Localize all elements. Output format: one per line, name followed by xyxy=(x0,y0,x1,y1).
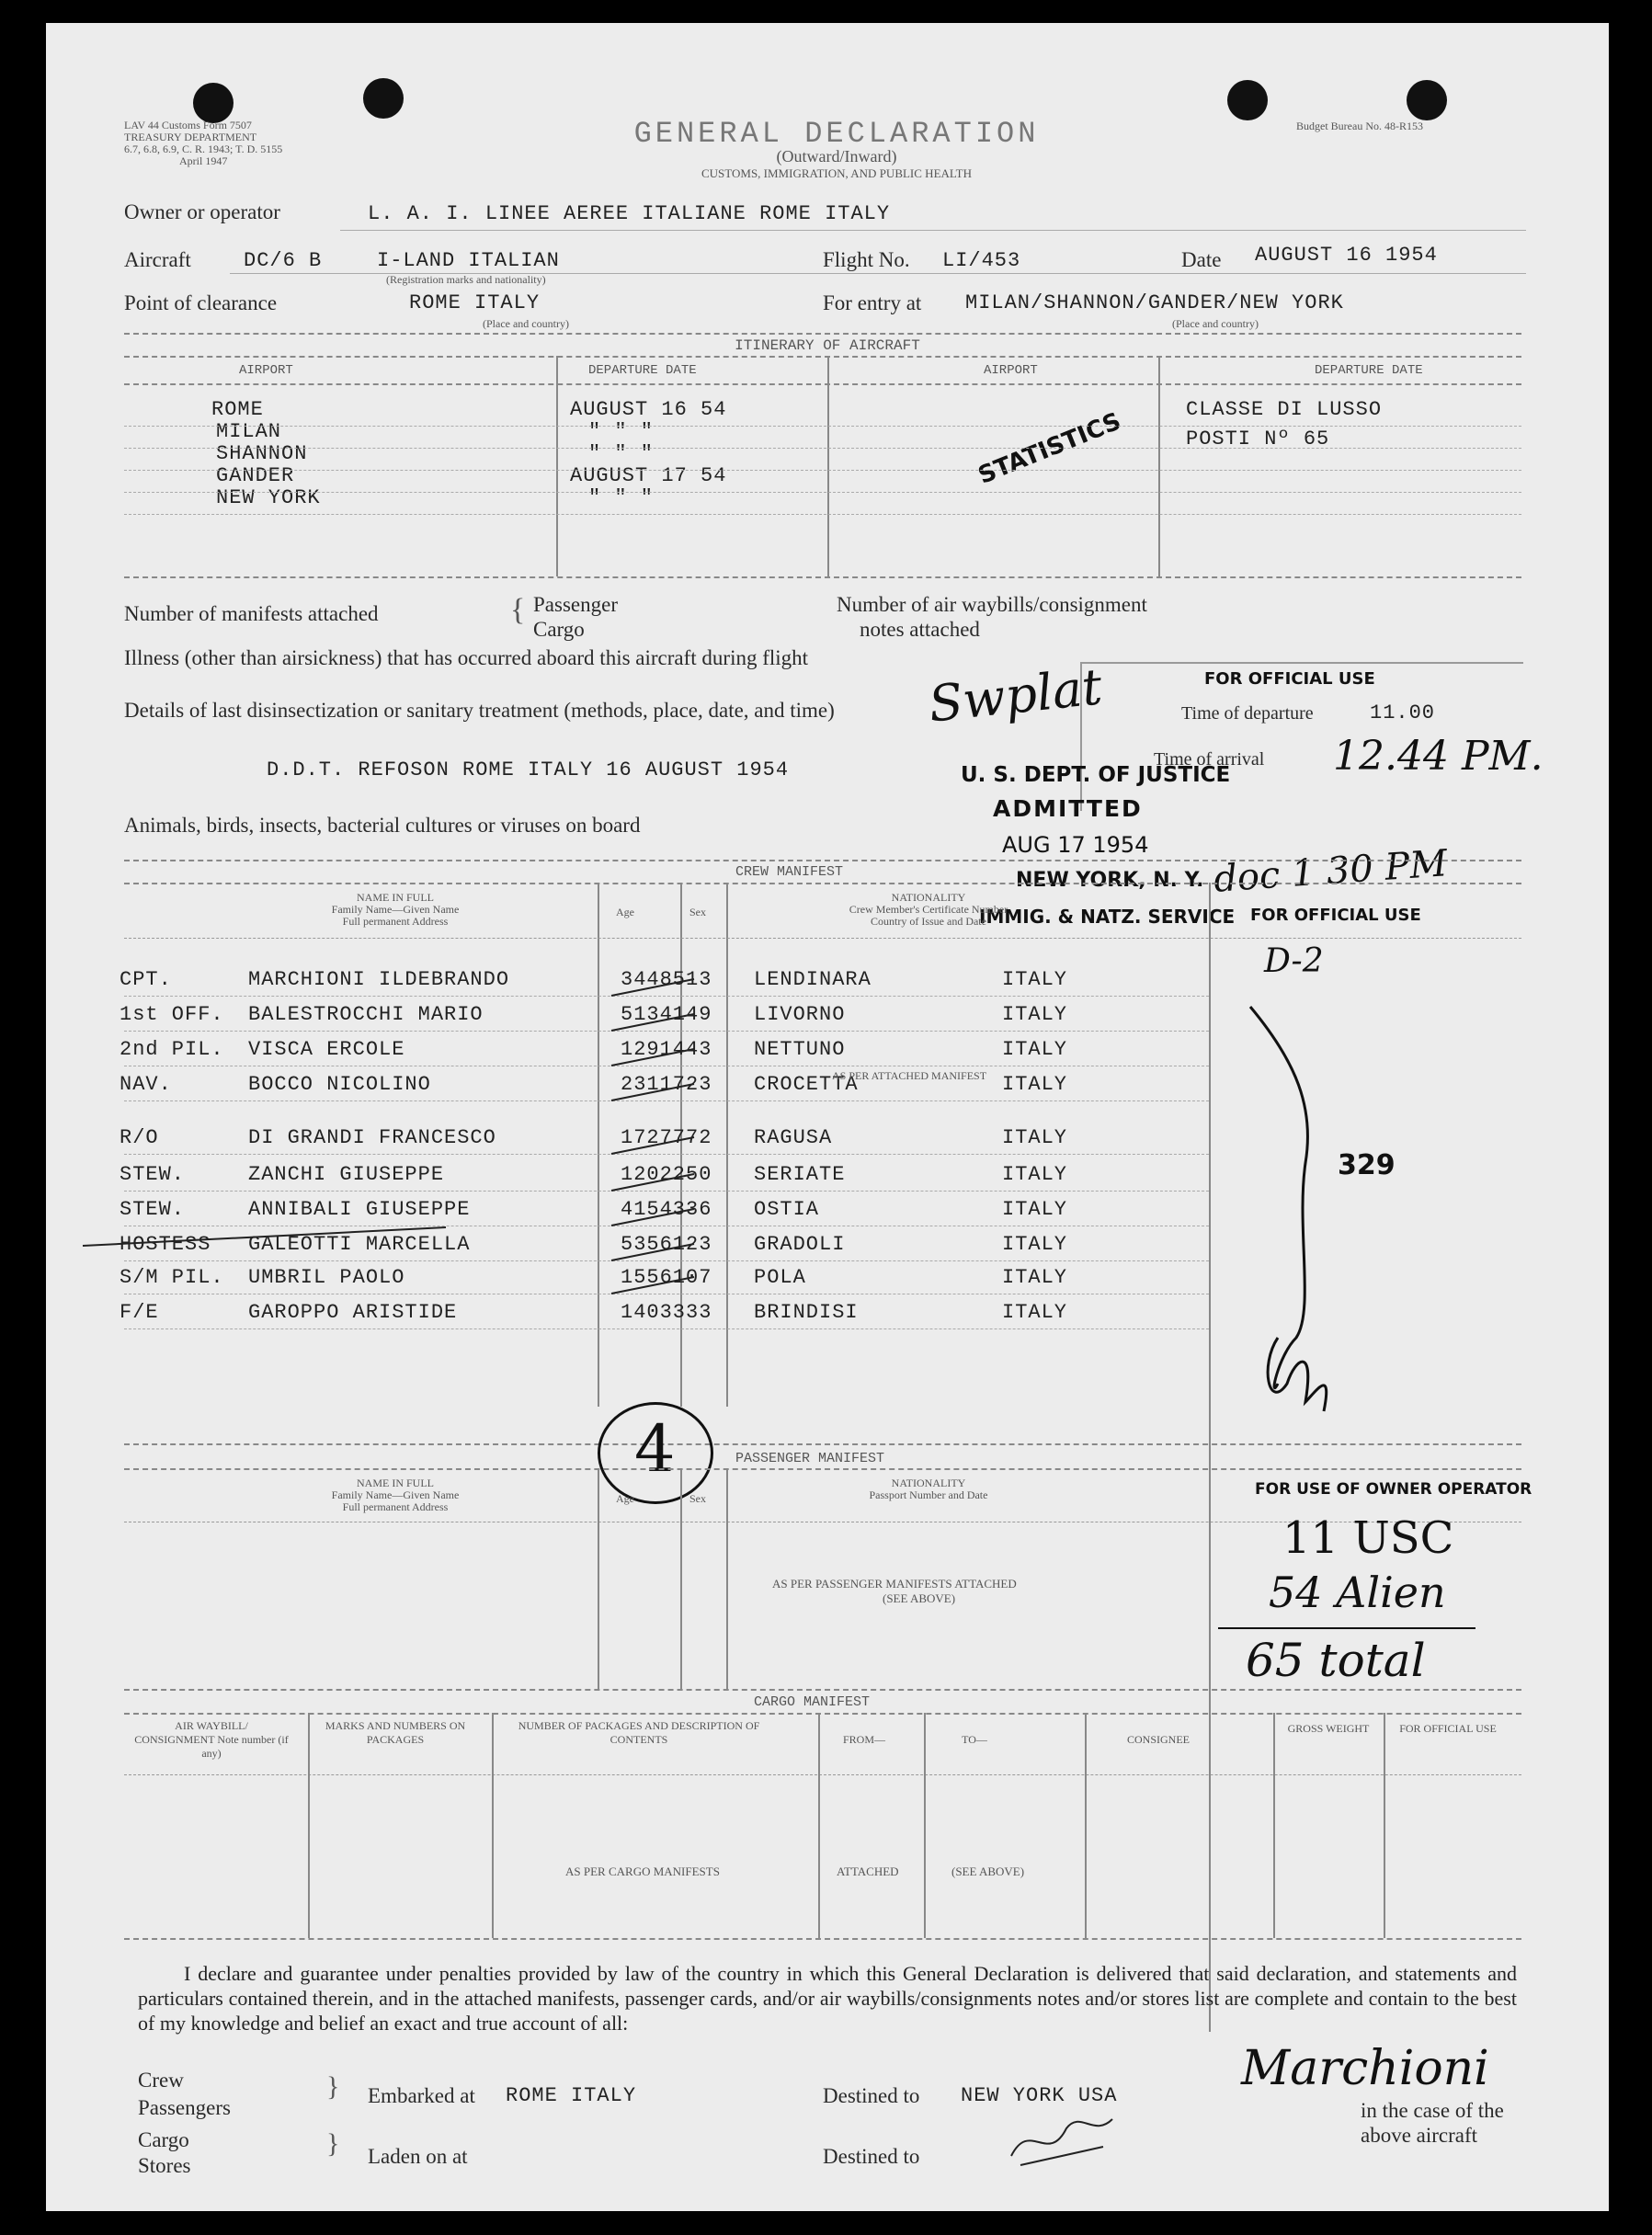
crew-name: DI GRANDI FRANCESCO xyxy=(248,1126,496,1149)
crew-nationality: ITALY xyxy=(1002,1073,1068,1096)
flight-label: Flight No. xyxy=(823,248,910,271)
crew-nationality: ITALY xyxy=(1002,1266,1068,1289)
passenger-header-name xyxy=(276,1477,515,1513)
cargo-attached: ATTACHED xyxy=(837,1864,899,1878)
cargo-header-weight: GROSS WEIGHT xyxy=(1287,1722,1370,1735)
punch-hole xyxy=(363,78,404,119)
itinerary-title: ITINERARY OF AIRCRAFT xyxy=(735,337,920,354)
arrival-label: Time of arrival xyxy=(1154,749,1265,770)
crew-cert: 5356123 xyxy=(621,1233,712,1256)
itinerary-date: AUGUST 16 54 xyxy=(570,398,727,421)
passenger-header-line: Full permanent Address xyxy=(342,1500,449,1513)
registration-caption: (Registration marks and nationality) xyxy=(386,273,546,286)
form-title: GENERAL DECLARATION xyxy=(633,117,1040,151)
entry-value: MILAN/SHANNON/GANDER/NEW YORK xyxy=(965,291,1344,314)
crew-rank: 2nd PIL. xyxy=(120,1038,224,1061)
crew-cert: 1403333 xyxy=(621,1301,712,1324)
crew-rank: CPT. xyxy=(120,968,172,991)
manifest-passenger-label: Passenger xyxy=(533,593,618,616)
itinerary-class-note: CLASSE DI LUSSO xyxy=(1186,398,1383,421)
crew-name: VISCA ERCOLE xyxy=(248,1038,405,1061)
crew-rank: 1st OFF. xyxy=(120,1003,224,1026)
decl-stores-label: Stores xyxy=(138,2154,191,2177)
crew-birthplace: OSTIA xyxy=(754,1198,820,1221)
crew-rank: HOSTESS xyxy=(120,1233,211,1256)
crew-birthplace: POLA xyxy=(754,1266,806,1289)
decl-crew-label: Crew xyxy=(138,2069,184,2092)
clearance-value: ROME ITALY xyxy=(409,291,541,314)
cargo-manifest-title: CARGO MANIFEST xyxy=(754,1694,871,1710)
destined-label-2: Destined to xyxy=(823,2145,920,2168)
stamp-city: NEW YORK, N. Y. xyxy=(1016,869,1204,892)
date-value: AUGUST 16 1954 xyxy=(1255,244,1438,267)
passenger-header-line: Passport Number and Date xyxy=(869,1488,988,1501)
form-heading xyxy=(561,117,1112,181)
punch-hole xyxy=(193,83,234,123)
crew-count: 329 xyxy=(1338,1149,1396,1181)
crew-rank: R/O xyxy=(120,1126,159,1149)
aircraft-label: Aircraft xyxy=(124,248,191,271)
crew-official-use: FOR OFFICIAL USE xyxy=(1250,906,1421,925)
decl-brace: } xyxy=(326,2071,340,2102)
disinsection-label: Details of last disinsectization or sanitary treatment (methods, place, date, and time) xyxy=(124,699,835,722)
stamp-date: AUG 17 1954 xyxy=(1002,832,1149,858)
crew-name: BALESTROCCHI MARIO xyxy=(248,1003,484,1026)
owner-value: L. A. I. LINEE AEREE ITALIANE ROME ITALY xyxy=(368,202,891,225)
itinerary-airport: NEW YORK xyxy=(216,486,321,509)
form-ref-line: 6.7, 6.8, 6.9, C. R. 1943; T. D. 5155 xyxy=(124,143,283,155)
stamp-department: U. S. DEPT. OF JUSTICE xyxy=(961,763,1231,787)
entry-label: For entry at xyxy=(823,291,922,314)
crew-nationality: ITALY xyxy=(1002,1198,1068,1221)
crew-birthplace: SERIATE xyxy=(754,1163,846,1186)
general-declaration-sheet xyxy=(46,23,1609,2211)
crew-cert: 5134149 xyxy=(621,1003,712,1026)
declaration-text: I declare and guarantee under penalties provided by law of the country in which this General Declaration is delivered that said declaration, and statements and particulars contained therein, and in the attached manifests, passenger cards, and/or air waybills/consignments notes and/or stores list are complete and contain to the best of my knowledge and belief an exact and true account of all: xyxy=(138,1962,1517,2035)
crew-nationality: ITALY xyxy=(1002,968,1068,991)
embarked-value: ROME ITALY xyxy=(506,2084,637,2107)
cargo-header-from: FROM— xyxy=(842,1733,885,1746)
passenger-attached: AS PER PASSENGER MANIFESTS ATTACHED xyxy=(772,1577,1017,1591)
aircraft-value: DC/6 B xyxy=(244,249,323,272)
itinerary-header-date: DEPARTURE DATE xyxy=(588,363,697,378)
crew-nationality: ITALY xyxy=(1002,1126,1068,1149)
certificate-strikeouts xyxy=(607,970,717,1319)
cargo-header-packages: NUMBER OF PACKAGES AND DESCRIPTION OF CONTENTS xyxy=(518,1719,760,1746)
crew-header-name-line: Family Name—Given Name xyxy=(331,903,460,916)
hand-total-count: 65 total xyxy=(1246,1634,1426,1687)
stamp-admitted: ADMITTED xyxy=(993,795,1143,822)
arrival-handwritten: 12.44 PM. xyxy=(1333,733,1544,780)
hand-usc-count: 11 USC xyxy=(1282,1512,1454,1564)
brace: { xyxy=(510,593,526,627)
cargo-header-consignee: CONSIGNEE xyxy=(1127,1733,1190,1746)
crew-strike-lines xyxy=(78,1209,464,1319)
crew-attached-note: AS PER ATTACHED MANIFEST xyxy=(832,1069,987,1082)
animals-label: Animals, birds, insects, bacterial cultures or viruses on board xyxy=(124,814,641,837)
crew-name: UMBRIL PAOLO xyxy=(248,1266,405,1289)
waybills-label: Number of air waybills/consignment xyxy=(837,593,1147,616)
crew-cert: 2311723 xyxy=(621,1073,712,1096)
crew-header-nationality xyxy=(735,892,1122,928)
itinerary-airport: ROME xyxy=(211,398,264,421)
crew-official-mark: D-2 xyxy=(1264,942,1324,980)
itinerary-header-date2: DEPARTURE DATE xyxy=(1315,363,1423,378)
crew-cert: 1291443 xyxy=(621,1038,712,1061)
form-ref-line: April 1947 xyxy=(179,154,228,167)
crew-nationality: ITALY xyxy=(1002,1038,1068,1061)
crew-header-name xyxy=(276,892,515,928)
laden-label: Laden on at xyxy=(368,2145,468,2168)
date-label: Date xyxy=(1181,248,1222,271)
statistics-stamp: STATISTICS xyxy=(974,407,1125,490)
crew-cert: 1727772 xyxy=(621,1126,712,1149)
passenger-header-line: Family Name—Given Name xyxy=(331,1488,460,1501)
crew-birthplace: NETTUNO xyxy=(754,1038,846,1061)
passenger-header-line: NATIONALITY xyxy=(891,1477,966,1489)
cargo-header-marks: MARKS AND NUMBERS ON PACKAGES xyxy=(325,1719,466,1746)
crew-rank: F/E xyxy=(120,1301,159,1324)
crew-nationality: ITALY xyxy=(1002,1003,1068,1026)
passenger-header-age: Age xyxy=(616,1492,634,1505)
crew-manifest-title: CREW MANIFEST xyxy=(735,864,844,880)
passenger-manifest-title: PASSENGER MANIFEST xyxy=(735,1451,885,1466)
cargo-as-per: AS PER CARGO MANIFESTS xyxy=(565,1864,720,1878)
clearance-caption: (Place and country) xyxy=(483,317,569,330)
circled-number-value: 4 xyxy=(634,1411,676,1487)
passenger-header-line: NAME IN FULL xyxy=(357,1477,434,1489)
crew-cert: 1556107 xyxy=(621,1266,712,1289)
punch-hole xyxy=(1227,80,1268,120)
crew-nationality: ITALY xyxy=(1002,1301,1068,1324)
crew-rank: STEW. xyxy=(120,1163,186,1186)
crew-birthplace: LIVORNO xyxy=(754,1003,846,1026)
disinsection-value: D.D.T. REFOSON ROME ITALY 16 AUGUST 1954 xyxy=(267,758,790,781)
captain-signature: Marchioni xyxy=(1241,2041,1489,2096)
budget-number: Budget Bureau No. 48-R153 xyxy=(1296,120,1423,132)
scribble-mark xyxy=(1002,2101,1122,2174)
form-subtitle: (Outward/Inward) xyxy=(776,147,897,165)
departure-value: 11.00 xyxy=(1370,701,1436,724)
punch-hole xyxy=(1407,80,1447,120)
crew-header-nat-line: NATIONALITY xyxy=(891,891,966,904)
handwritten-time: doc 1 30 PM xyxy=(1212,842,1449,901)
crew-header-nat-line: Crew Member's Certificate Number xyxy=(849,903,1008,916)
cargo-header-to: TO— xyxy=(962,1733,987,1746)
crew-header-nat-line: Country of Issue and Date xyxy=(871,915,986,928)
itinerary-seats-note: POSTI Nº 65 xyxy=(1186,428,1330,450)
crew-cert: 3448513 xyxy=(621,968,712,991)
handwritten-strokes xyxy=(1039,924,1425,1439)
stamp-service: IMMIG. & NATZ. SERVICE xyxy=(979,906,1236,928)
crew-birthplace: BRINDISI xyxy=(754,1301,859,1324)
form-ref-line: TREASURY DEPARTMENT xyxy=(124,131,257,143)
decl-brace: } xyxy=(326,2128,340,2159)
manifest-cargo-label: Cargo xyxy=(533,618,585,641)
registration-value: I-LAND ITALIAN xyxy=(377,249,560,272)
crew-cert: 1202250 xyxy=(621,1163,712,1186)
itinerary-date: " " " xyxy=(588,442,655,465)
owner-label: Owner or operator xyxy=(124,200,280,223)
crew-name: ANNIBALI GIUSEPPE xyxy=(248,1198,471,1221)
itinerary-airport: GANDER xyxy=(216,464,295,487)
itinerary-date: AUGUST 17 54 xyxy=(570,464,727,487)
crew-birthplace: CROCETTA xyxy=(754,1073,859,1096)
crew-name: GALEOTTI MARCELLA xyxy=(248,1233,471,1256)
hand-alien-count: 54 Alien xyxy=(1269,1568,1446,1617)
crew-birthplace: GRADOLI xyxy=(754,1233,846,1256)
form-ref-line: LAV 44 Customs Form 7507 xyxy=(124,119,252,131)
handwritten-signature: Swplat xyxy=(926,657,1105,734)
crew-cert: 4154336 xyxy=(621,1198,712,1221)
crew-rank: NAV. xyxy=(120,1073,172,1096)
passenger-header-nationality xyxy=(735,1477,1122,1501)
passenger-header-sex: Sex xyxy=(689,1492,706,1505)
crew-name: MARCHIONI ILDEBRANDO xyxy=(248,968,510,991)
decl-cargo-label: Cargo xyxy=(138,2128,189,2151)
crew-rank: STEW. xyxy=(120,1198,186,1221)
passenger-owner-operator: FOR USE OF OWNER OPERATOR xyxy=(1255,1480,1532,1499)
cargo-see-above: (SEE ABOVE) xyxy=(951,1864,1025,1878)
itinerary-header-airport: AIRPORT xyxy=(239,363,293,378)
crew-name: ZANCHI GIUSEPPE xyxy=(248,1163,445,1186)
crew-header-name-line: NAME IN FULL xyxy=(357,891,434,904)
form-reference xyxy=(124,120,336,167)
crew-nationality: ITALY xyxy=(1002,1233,1068,1256)
case-text-1: in the case of the xyxy=(1361,2099,1504,2122)
crew-birthplace: LENDINARA xyxy=(754,968,872,991)
departure-label: Time of departure xyxy=(1181,703,1314,724)
cargo-header-official: FOR OFFICIAL USE xyxy=(1399,1722,1497,1735)
crew-nationality: ITALY xyxy=(1002,1163,1068,1186)
itinerary-date: " " " xyxy=(588,486,655,509)
notes-attached-label: notes attached xyxy=(860,618,980,641)
crew-header-sex: Sex xyxy=(689,906,706,918)
destined-value: NEW YORK USA xyxy=(961,2084,1118,2107)
case-text-2: above aircraft xyxy=(1361,2124,1478,2147)
itinerary-date: " " " xyxy=(588,420,655,443)
entry-caption: (Place and country) xyxy=(1172,317,1259,330)
crew-header-age: Age xyxy=(616,906,634,918)
crew-header-name-line: Full permanent Address xyxy=(342,915,449,928)
crew-rank: S/M PIL. xyxy=(120,1266,224,1289)
passenger-see-above: (SEE ABOVE) xyxy=(883,1591,956,1605)
crew-name: GAROPPO ARISTIDE xyxy=(248,1301,458,1324)
itinerary-airport: MILAN xyxy=(216,420,282,443)
cargo-header-waybill: AIR WAYBILL/ CONSIGNMENT Note number (if any) xyxy=(134,1719,289,1760)
flight-value: LI/453 xyxy=(942,249,1021,272)
decl-passengers-label: Passengers xyxy=(138,2096,231,2119)
official-use-title: FOR OFFICIAL USE xyxy=(1204,669,1375,689)
illness-label: Illness (other than airsickness) that has occurred aboard this aircraft during flight xyxy=(124,646,809,669)
itinerary-header-airport2: AIRPORT xyxy=(984,363,1038,378)
form-agency: CUSTOMS, IMMIGRATION, AND PUBLIC HEALTH xyxy=(701,166,972,180)
embarked-label: Embarked at xyxy=(368,2084,475,2107)
manifests-label: Number of manifests attached xyxy=(124,602,379,625)
itinerary-airport: SHANNON xyxy=(216,442,308,465)
crew-birthplace: RAGUSA xyxy=(754,1126,833,1149)
destined-label: Destined to xyxy=(823,2084,920,2107)
crew-name: BOCCO NICOLINO xyxy=(248,1073,431,1096)
clearance-label: Point of clearance xyxy=(124,291,278,314)
